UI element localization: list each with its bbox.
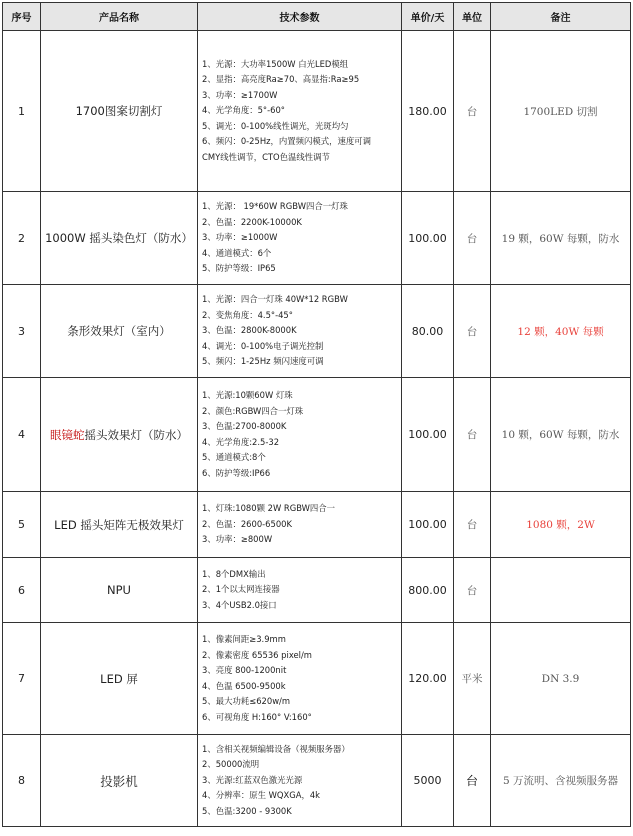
spec-line: 4、通道模式：6个 (202, 247, 272, 258)
spec-line: 3、亮度 800-1200nit (202, 665, 287, 675)
table-row (3, 285, 631, 378)
product-name-highlight: 眼镜蛇 (50, 427, 85, 442)
product-name: NPU (41, 558, 198, 623)
spec-cell (198, 623, 402, 735)
spec-cell (198, 285, 402, 378)
row-index: 4 (3, 378, 41, 492)
table-row (3, 31, 631, 192)
spec-cell (198, 192, 402, 285)
header-row (3, 3, 631, 31)
table-row (3, 623, 631, 735)
unit-cell: 台 (454, 31, 491, 192)
spec-line: 6、可视角度 H:160° V:160° (202, 711, 312, 722)
price-cell: 100.00 (402, 192, 454, 285)
spec-line: 1、像素间距≥3.9mm (202, 634, 286, 644)
spec-line: 3、功率：≥800W (202, 534, 273, 545)
spec-line: 4、色温 6500-9500k (202, 680, 286, 691)
note-cell (491, 558, 631, 623)
spec-line: 4、调光：0-100%电子调光控制 (202, 340, 324, 351)
product-name: 1000W 摇头染色灯（防水） (41, 192, 198, 285)
table-row (3, 378, 631, 492)
note-cell: 5 万流明、含视频服务器 (491, 735, 631, 827)
spec-cell (198, 492, 402, 558)
unit-cell: 台 (454, 378, 491, 492)
spec-line: 3、色温：2800K-8000K (202, 325, 297, 336)
price-cell: 100.00 (402, 378, 454, 492)
header-note: 备注 (491, 3, 631, 31)
spec-line: 1、光源：四合一灯珠 40W*12 RGBW (202, 294, 348, 305)
note-cell: 1080 颗，2W (491, 492, 631, 558)
header-unit: 单位 (454, 3, 491, 31)
row-index: 1 (3, 31, 41, 192)
note-cell: 19 颗，60W 每颗，防水 (491, 192, 631, 285)
price-cell: 180.00 (402, 31, 454, 192)
spec-line: 4、分辨率：原生 WQXGA，4k (202, 790, 320, 801)
row-index: 8 (3, 735, 41, 827)
unit-cell: 台 (454, 285, 491, 378)
spec-line: 4、光学角度:2.5-32 (202, 436, 280, 447)
spec-line: 3、光源:红蓝双色激光光源 (202, 774, 303, 785)
spec-line: 6、频闪：0-25Hz，内置频闪模式，速度可调 (202, 136, 372, 147)
price-cell: 800.00 (402, 558, 454, 623)
spec-line: 1、灯珠:1080颗 2W RGBW四合一 (202, 503, 336, 514)
spec-line: 5、频闪：1-25Hz 频闪速度可调 (202, 356, 324, 367)
table-row (3, 492, 631, 558)
spec-line: 5、调光：0-100%线性调光，光斑均匀 (202, 120, 349, 131)
unit-cell: 台 (454, 558, 491, 623)
product-name (41, 378, 198, 492)
header-index: 序号 (3, 3, 41, 31)
spec-cell (198, 558, 402, 623)
spec-line: 3、功率：≥1000W (202, 232, 278, 243)
spec-line: 2、变焦角度：4.5°-45° (202, 309, 293, 320)
header-spec: 技术参数 (198, 3, 402, 31)
spec-line: 3、功率：≥1700W (202, 89, 278, 100)
spec-line: 5、防护等级：IP65 (202, 263, 276, 274)
spec-line: 2、颜色:RGBW四合一灯珠 (202, 405, 304, 416)
spec-line: 1、光源:10颗60W 灯珠 (202, 390, 293, 400)
spec-line: 2、1个以太网连接器 (202, 584, 280, 595)
row-index: 7 (3, 623, 41, 735)
price-cell: 120.00 (402, 623, 454, 735)
spec-line: 2、50000流明 (202, 759, 260, 770)
spec-cell (198, 735, 402, 827)
spec-cell (198, 378, 402, 492)
spec-line: 1、8个DMX输出 (202, 568, 266, 579)
note-cell: 12 颗，40W 每颗 (491, 285, 631, 378)
spec-line: 5、通道模式:8个 (202, 452, 266, 462)
spec-line: 6、防护等级:IP66 (202, 467, 271, 478)
spec-line: 3、色温:2700-8000K (202, 421, 287, 431)
spec-line: 4、光学角度：5°-60° (202, 105, 285, 116)
product-name: LED 屏 (41, 623, 198, 735)
product-name-rest: 摇头效果灯（防水） (84, 427, 188, 442)
spec-cell (198, 31, 402, 192)
product-name: 条形效果灯（室内） (41, 285, 198, 378)
header-name: 产品名称 (41, 3, 198, 31)
unit-cell: 台 (454, 492, 491, 558)
spec-line: 2、像素密度 65536 pixel/m (202, 649, 312, 660)
header-price: 单价/天 (402, 3, 454, 31)
spec-line: 2、色温：2200K-10000K (202, 216, 302, 227)
note-cell: 10 颗，60W 每颗，防水 (491, 378, 631, 492)
unit-cell: 台 (454, 735, 491, 827)
spec-line: CMY线性调节，CTO色温线性调节 (202, 151, 330, 162)
spec-line: 2、色温：2600-6500K (202, 518, 292, 529)
spec-line: 1、光源：大功率1500W 白光LED模组 (202, 58, 349, 69)
price-cell: 80.00 (402, 285, 454, 378)
table-row (3, 558, 631, 623)
product-table (2, 2, 631, 827)
spec-line: 3、4个USB2.0接口 (202, 599, 277, 610)
product-name: 1700图案切割灯 (41, 31, 198, 192)
unit-cell: 平米 (454, 623, 491, 735)
spec-line: 5、最大功耗≤620w/m (202, 696, 291, 706)
product-name: 投影机 (41, 735, 198, 827)
row-index: 6 (3, 558, 41, 623)
product-name: LED 摇头矩阵无极效果灯 (41, 492, 198, 558)
price-cell: 5000 (402, 735, 454, 827)
spec-line: 2、显指：高亮度Ra≥70、高显指:Ra≥95 (202, 74, 360, 85)
note-cell: DN 3.9 (491, 623, 631, 735)
unit-cell: 台 (454, 192, 491, 285)
table-row (3, 192, 631, 285)
row-index: 3 (3, 285, 41, 378)
table-row (3, 735, 631, 827)
row-index: 5 (3, 492, 41, 558)
row-index: 2 (3, 192, 41, 285)
spec-line: 1、光源： 19*60W RGBW四合一灯珠 (202, 201, 348, 212)
price-cell: 100.00 (402, 492, 454, 558)
spec-line: 1、含相关视频编辑设备（视频服务器） (202, 743, 350, 754)
spec-line: 5、色温:3200 - 9300K (202, 805, 292, 816)
note-cell: 1700LED 切割 (491, 31, 631, 192)
